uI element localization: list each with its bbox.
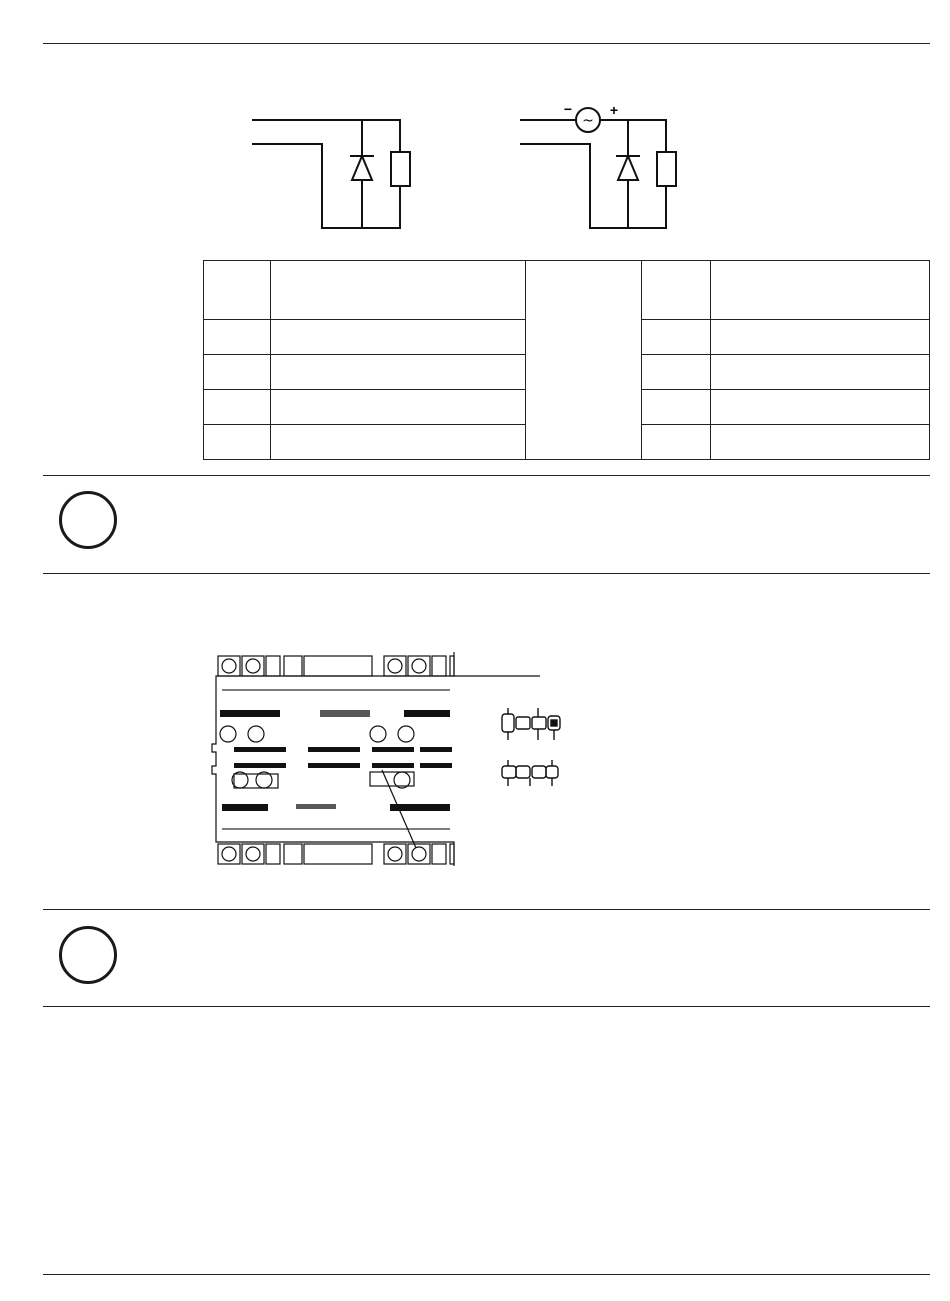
table-cell xyxy=(204,320,271,355)
table-cell xyxy=(204,425,271,460)
table-cell xyxy=(642,261,711,320)
table-cell xyxy=(711,355,930,390)
info-circle-icon xyxy=(59,491,117,549)
plus-sign: + xyxy=(609,102,619,118)
ac-source-symbol: ~ xyxy=(582,113,594,129)
wiring-diagram-figure xyxy=(240,100,700,240)
section-rule-1 xyxy=(43,475,930,476)
info-circle-icon xyxy=(59,926,117,984)
top-rule xyxy=(43,43,930,44)
table-merged-cell xyxy=(526,261,642,460)
circuit-board-figure xyxy=(210,652,570,866)
section-rule-4 xyxy=(43,1006,930,1007)
circuit-board-outline xyxy=(212,652,540,866)
table-cell xyxy=(204,261,271,320)
table-cell xyxy=(271,320,526,355)
section-rule-2 xyxy=(43,573,930,574)
table-cell xyxy=(642,390,711,425)
jumper-closed-icon xyxy=(502,760,558,786)
connection-table xyxy=(203,260,930,460)
minus-sign: − xyxy=(563,101,573,117)
jumper-open-icon xyxy=(502,708,560,740)
section-rule-3 xyxy=(43,909,930,910)
table-cell xyxy=(711,320,930,355)
table-cell xyxy=(271,261,526,320)
table-cell xyxy=(642,425,711,460)
table-cell xyxy=(204,355,271,390)
diagram-left-circuit xyxy=(252,120,410,228)
component-dots xyxy=(220,689,452,830)
table-row xyxy=(204,261,930,320)
table-cell xyxy=(271,390,526,425)
table-cell xyxy=(711,261,930,320)
footer-rule xyxy=(43,1274,930,1275)
table-cell xyxy=(204,390,271,425)
table-cell xyxy=(642,320,711,355)
table-cell xyxy=(271,425,526,460)
diagram-right-circuit xyxy=(520,108,676,228)
table-cell xyxy=(711,425,930,460)
table-cell xyxy=(711,390,930,425)
table-cell xyxy=(271,355,526,390)
table-cell xyxy=(642,355,711,390)
